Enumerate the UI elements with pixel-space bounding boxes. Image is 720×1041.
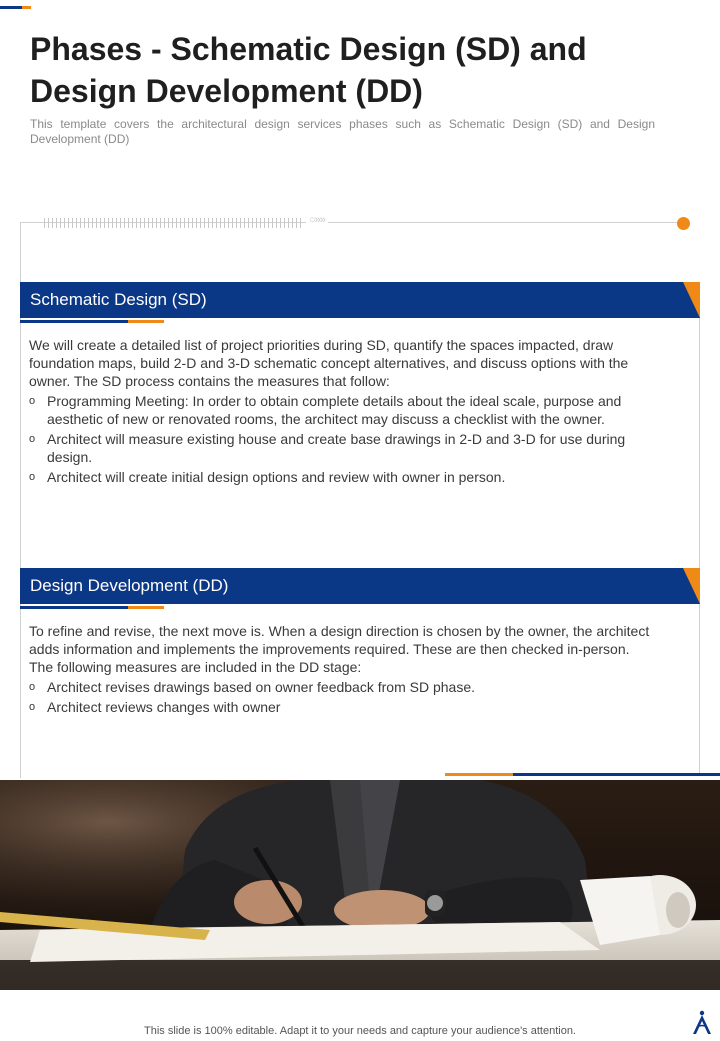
list-item: o Architect reviews changes with owner — [29, 699, 281, 715]
section-intro-sd: We will create a detailed list of project priorities during SD, quantify the spaces impacted, draw foundation maps, build 2-D and 3-D schematic concept alternatives, and discuss options with the owner. The SD process contains the measures that follow: — [29, 337, 629, 389]
bottom-accent-blue-bar — [513, 773, 720, 776]
bullet-icon: o — [29, 395, 36, 407]
list-item: o Programming Meeting: In order to obtain complete details about the ideal scale, purpose and aesthetic of new or renovated rooms, the architect may discuss a checklist with the owner. — [29, 393, 622, 427]
section-underline-orange — [128, 320, 164, 323]
bullet-list-dd — [29, 678, 657, 716]
page-subtitle: This template covers the architectural design services phases such as Schematic Design (SD) and Design Development (DD) — [30, 117, 655, 146]
section-header-sd — [20, 282, 700, 318]
section-underline-blue — [20, 320, 128, 323]
section-body-sd — [29, 336, 657, 488]
corner-fold-icon — [683, 282, 700, 318]
bullet-icon: o — [29, 433, 36, 445]
corner-fold-icon — [683, 568, 700, 604]
architect-drawing-photo — [0, 780, 720, 990]
decorative-tick-marks — [44, 218, 302, 228]
footer-note: This slide is 100% editable. Adapt it to your needs and capture your audience's attention. — [144, 1025, 576, 1037]
bullet-icon: o — [29, 701, 36, 713]
decorative-chevron-icon: ○»» — [306, 214, 328, 226]
section-intro-dd: To refine and revise, the next move is. When a design direction is chosen by the owner, the architect adds information and implements the improvements required. These are then checked in-person. The following measures are included in the DD stage: — [29, 623, 650, 675]
frame-right-line — [699, 310, 700, 775]
bullet-list-sd — [29, 392, 657, 486]
section-underline-orange — [128, 606, 164, 609]
top-accent-orange-bar — [22, 6, 31, 9]
section-body-dd — [29, 622, 657, 718]
section-underline-blue — [20, 606, 128, 609]
section-header-dd — [20, 568, 700, 604]
section-title-dd: Design Development (DD) — [30, 576, 229, 595]
list-item: o Architect will create initial design options and review with owner in person. — [29, 469, 506, 485]
top-accent-blue-bar — [0, 6, 22, 9]
orange-dot-icon — [677, 217, 690, 230]
bullet-icon: o — [29, 471, 36, 483]
list-item: o Architect will measure existing house and create base drawings in 2-D and 3-D for use during design. — [29, 431, 626, 465]
architect-logo-icon — [690, 1010, 714, 1036]
bullet-icon: o — [29, 681, 36, 693]
section-title-sd: Schematic Design (SD) — [30, 290, 207, 309]
list-item: o Architect revises drawings based on owner feedback from SD phase. — [29, 679, 475, 695]
page-title: Phases - Schematic Design (SD) and Design Development (DD) — [30, 31, 587, 109]
bottom-accent-orange-bar — [445, 773, 513, 776]
